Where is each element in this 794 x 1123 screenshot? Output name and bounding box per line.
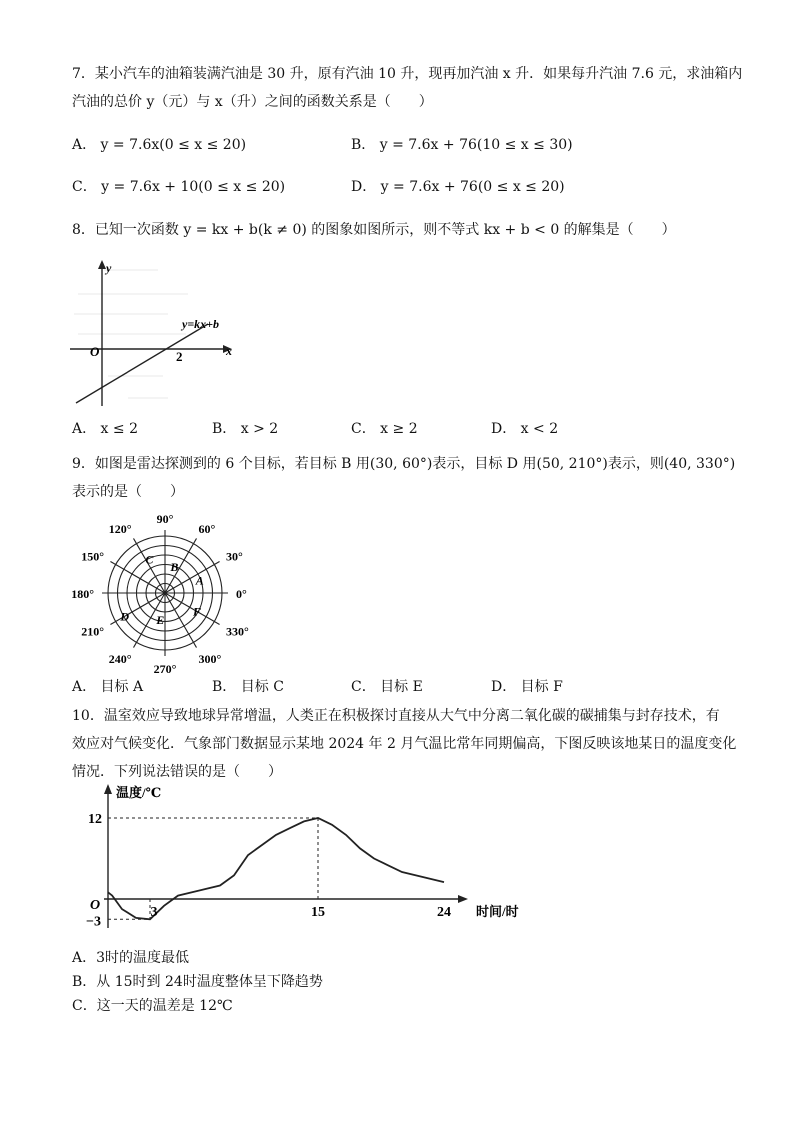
q7-options-row-2 [72, 176, 752, 202]
q9-option-b[interactable]: B． 目标 C [212, 679, 284, 695]
q10-x-tick-15: 15 [311, 905, 325, 920]
q10-options [72, 946, 732, 1018]
radar-angle-label: 90° [156, 512, 174, 526]
q9-stem-line-2: 表示的是（ ） [72, 484, 184, 500]
q10-option-c[interactable]: C．这一天的温差是 12℃ [72, 998, 233, 1014]
radar-target-a: A [195, 573, 204, 588]
q9-radar-spokes [102, 530, 228, 656]
radar-angle-label: 300° [198, 651, 222, 666]
radar-angle-label: 60° [198, 522, 216, 537]
radar-target-f: F [193, 604, 202, 619]
question-9 [72, 450, 736, 506]
q8-option-a[interactable]: A． x ≤ 2 [72, 421, 138, 437]
question-8 [72, 216, 732, 244]
radar-target-e: E [156, 613, 165, 628]
q8-x-axis-label: x [226, 344, 232, 358]
q10-temperature-curve [108, 818, 444, 919]
radar-angle-label: 330° [225, 624, 249, 639]
q10-x-axis-arrow [458, 895, 468, 903]
q8-options-row [72, 418, 752, 444]
radar-target-d: D [120, 609, 130, 624]
radar-angle-label: 30° [225, 549, 243, 564]
q9-option-d[interactable]: D． 目标 F [491, 679, 563, 695]
question-7 [72, 60, 743, 116]
radar-angle-label: 270° [153, 662, 177, 676]
q9-option-a[interactable]: A． 目标 A [72, 679, 144, 695]
q7-option-d[interactable]: D． y = 7.6x + 76(0 ≤ x ≤ 20) [351, 179, 565, 195]
q10-x-axis-label: 时间/时 [476, 904, 519, 919]
q7-stem-line-2: 汽油的总价 y（元）与 x（升）之间的函数关系是（ ） [72, 94, 433, 110]
q10-y-axis-arrow [104, 784, 112, 794]
q9-radar-diagram [68, 506, 268, 678]
q8-origin-label: O [90, 344, 100, 359]
q10-x-tick-3: 3 [150, 905, 158, 920]
q10-stem-line-1: 10．温室效应导致地球异常增温，人类正在积极探讨直接从大气中分离二氧化碳的碳捕集与封存技术，有 [72, 708, 720, 724]
radar-angle-label: 210° [81, 624, 105, 639]
q7-option-a[interactable]: A． y = 7.6x(0 ≤ x ≤ 20) [72, 137, 247, 153]
radar-target-c: C [145, 552, 154, 567]
q8-x-intercept-label: 2 [176, 349, 183, 364]
q10-y-axis-label: 温度/℃ [116, 785, 162, 800]
question-10 [72, 702, 737, 786]
q9-option-c[interactable]: C． 目标 E [351, 679, 423, 695]
q8-option-b[interactable]: B． x > 2 [212, 421, 279, 437]
q10-y-tick-minus-3: −3 [86, 914, 101, 930]
radar-angle-label: 240° [108, 651, 132, 666]
q8-option-d[interactable]: D． x < 2 [491, 421, 559, 437]
q8-y-axis-label: y [106, 261, 112, 275]
q10-x-tick-24: 24 [437, 905, 451, 920]
q10-temperature-chart [68, 780, 538, 930]
q7-option-c[interactable]: C． y = 7.6x + 10(0 ≤ x ≤ 20) [72, 179, 286, 195]
q10-guide-lines [108, 818, 318, 919]
radar-angle-label: 120° [108, 522, 132, 537]
radar-angle-label: 180° [71, 587, 94, 601]
q8-option-c[interactable]: C． x ≥ 2 [351, 421, 418, 437]
q9-radar-targets [119, 552, 203, 627]
q8-line-label: y=kx+b [182, 317, 220, 331]
q7-option-b[interactable]: B． y = 7.6x + 76(10 ≤ x ≤ 30) [351, 137, 573, 153]
radar-angle-label: 0° [236, 587, 247, 601]
q10-option-a[interactable]: A．3时的温度最低 [72, 950, 190, 966]
q9-options-row [72, 676, 752, 702]
q10-origin-label: O [90, 898, 101, 913]
q7-stem-line-1: 7．某小汽车的油箱装满汽油是 30 升，原有汽油 10 升，现再加汽油 x 升．如果每升汽油 7.6 元，求油箱内 [72, 66, 743, 82]
q10-option-b[interactable]: B．从 15时到 24时温度整体呈下降趋势 [72, 974, 323, 990]
radar-angle-label: 150° [81, 549, 105, 564]
radar-target-b: B [170, 560, 179, 575]
q10-stem-line-2: 效应对气候变化．气象部门数据显示某地 2024 年 2 月气温比常年同期偏高，下图反映该地某日的温度变化 [72, 736, 737, 752]
q9-stem-line-1: 9．如图是雷达探测到的 6 个目标，若目标 B 用(30, 60°)表示，目标 D 用(50, 210°)表示，则(40, 330°) [72, 456, 736, 472]
q8-stem: 8．已知一次函数 y = kx + b(k ≠ 0) 的图象如图所示，则不等式 kx + b < 0 的解集是（ ） [72, 222, 676, 238]
q10-stem-line-3: 情况．下列说法错误的是（ ） [72, 764, 282, 780]
q7-options-row-1 [72, 134, 752, 160]
q8-linear-function-graph [68, 258, 248, 410]
q10-y-tick-12: 12 [88, 812, 102, 827]
